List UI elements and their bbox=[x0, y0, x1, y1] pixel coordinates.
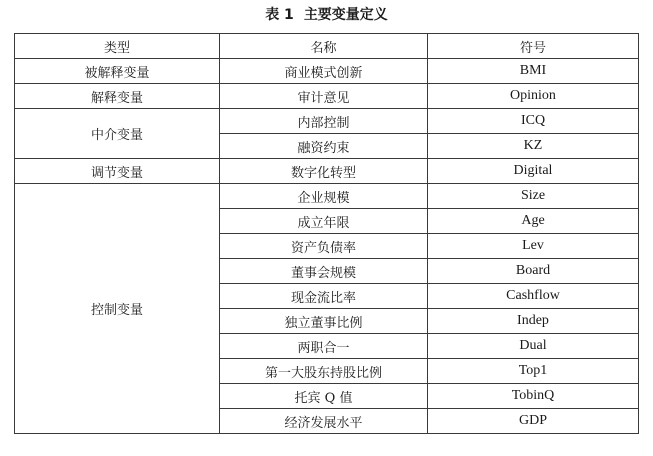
type-cell: 调节变量 bbox=[15, 159, 220, 184]
name-cell: 董事会规模 bbox=[220, 259, 428, 284]
table-row bbox=[15, 184, 639, 209]
symbol-cell: Opinion bbox=[428, 84, 639, 109]
header-name: 名称 bbox=[220, 34, 428, 59]
header-row bbox=[15, 34, 639, 59]
name-cell: 托宾 Q 值 bbox=[220, 384, 428, 409]
name-cell: 内部控制 bbox=[220, 109, 428, 134]
table-row bbox=[15, 84, 639, 109]
symbol-cell: Cashflow bbox=[428, 284, 639, 309]
table-title: 主要变量定义 bbox=[303, 7, 388, 23]
name-cell: 经济发展水平 bbox=[220, 409, 428, 434]
variable-definition-table bbox=[14, 33, 639, 434]
type-cell: 中介变量 bbox=[15, 109, 220, 159]
symbol-cell: Indep bbox=[428, 309, 639, 334]
table-number: 表 1 bbox=[265, 7, 294, 23]
symbol-cell: Board bbox=[428, 259, 639, 284]
symbol-cell: BMI bbox=[428, 59, 639, 84]
symbol-cell: Digital bbox=[428, 159, 639, 184]
table-row bbox=[15, 109, 639, 134]
name-cell: 两职合一 bbox=[220, 334, 428, 359]
symbol-cell: TobinQ bbox=[428, 384, 639, 409]
symbol-cell: Lev bbox=[428, 234, 639, 259]
symbol-cell: KZ bbox=[428, 134, 639, 159]
name-cell: 数字化转型 bbox=[220, 159, 428, 184]
name-cell: 企业规模 bbox=[220, 184, 428, 209]
name-cell: 第一大股东持股比例 bbox=[220, 359, 428, 384]
table-row bbox=[15, 159, 639, 184]
name-cell: 成立年限 bbox=[220, 209, 428, 234]
name-cell: 审计意见 bbox=[220, 84, 428, 109]
type-cell: 解释变量 bbox=[15, 84, 220, 109]
header-symbol: 符号 bbox=[428, 34, 639, 59]
name-cell: 商业模式创新 bbox=[220, 59, 428, 84]
name-cell: 现金流比率 bbox=[220, 284, 428, 309]
name-cell: 资产负债率 bbox=[220, 234, 428, 259]
symbol-cell: Top1 bbox=[428, 359, 639, 384]
header-type: 类型 bbox=[15, 34, 220, 59]
symbol-cell: ICQ bbox=[428, 109, 639, 134]
table-row bbox=[15, 59, 639, 84]
symbol-cell: GDP bbox=[428, 409, 639, 434]
type-cell: 被解释变量 bbox=[15, 59, 220, 84]
table-caption bbox=[0, 6, 653, 24]
name-cell: 独立董事比例 bbox=[220, 309, 428, 334]
symbol-cell: Age bbox=[428, 209, 639, 234]
symbol-cell: Dual bbox=[428, 334, 639, 359]
type-cell: 控制变量 bbox=[15, 184, 220, 434]
name-cell: 融资约束 bbox=[220, 134, 428, 159]
symbol-cell: Size bbox=[428, 184, 639, 209]
